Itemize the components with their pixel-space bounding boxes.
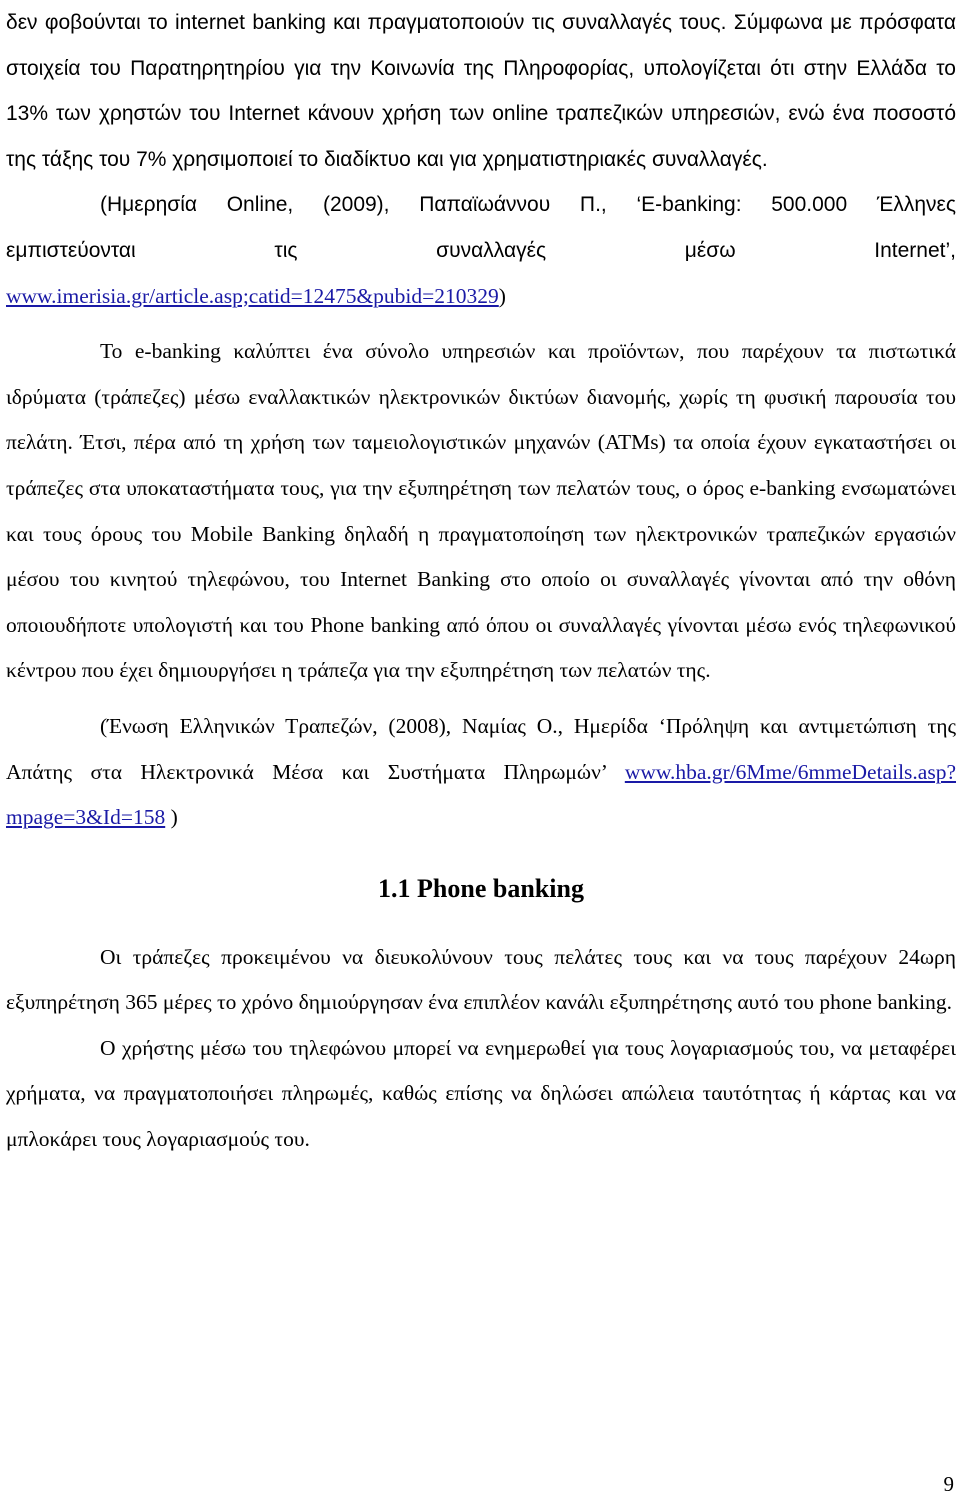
- paragraph-phone-banking-intro: Οι τράπεζες προκειμένου να διευκολύνουν τους πελάτες τους και να τους παρέχουν 24ωρη εξυπηρέτηση 365 μέρες το χρόνο δημιούργησαν ένα επιπλέον κανάλι εξυπηρέτησης αυτό του phone banking.: [6, 944, 956, 1015]
- citation-imerisia-close: ): [498, 283, 506, 308]
- paragraph-ebanking-definition: Το e-banking καλύπτει ένα σύνολο υπηρεσιών και προϊόντων, που παρέχουν τα πιστωτικά ιδρύματα (τράπεζες) μέσω εναλλακτικών ηλεκτρονικών δικτύων διανομής, χωρίς τη φυσική παρουσία του πελάτη. Έτσι, πέρα από τη χρήση των ταμειολογιστικών μηχανών (ATMs) τα οποία έχουν εγκαταστήσει οι τράπεζες στα υποκαταστήματα τους, για την εξυπηρέτηση των πελατών τους, ο όρος e-banking ενσωματώνει και τους όρους του Mobile Banking δηλαδή η πραγματοποίηση των ηλεκτρονικών τραπεζικών εργασιών μέσου του κινητού τηλεφώνου, του Internet Banking στο οποίο οι συναλλαγές γίνονται από την οθόνη οποιουδήποτε υπολογιστή και του Phone banking από όπου οι συναλλαγές γίνονται μέσω ενός τηλεφωνικού κέντρου που έχει δημιουργήσει η τράπεζα για την εξυπηρέτηση των πελατών της.: [6, 339, 956, 683]
- page-number: 9: [943, 1472, 954, 1496]
- document-page: [6, 0, 956, 1163]
- citation-imerisia-line3: [6, 274, 956, 320]
- paragraph-internet-banking-stats: δεν φοβούνται το internet banking και πραγματοποιούν τις συναλλαγές τους. Σύμφωνα με πρόσφατα στοιχεία του Παρατηρητηρίου για την Κοινωνία της Πληροφορίας, υπολογίζεται ότι στην Ελλάδα το 13% των χρηστών του Internet κάνουν χρήση των online τραπεζικών υπηρεσιών, ενώ ένα ποσοστό της τάξης του 7% χρησιμοποιεί το διαδίκτυο και για χρηματιστηριακές συναλλαγές.: [6, 11, 956, 171]
- section-heading: 1.1 Phone banking: [378, 873, 584, 903]
- citation-imerisia-text1: (Ημερησία Online, (2009), Παπαϊωάννου Π., ‘E-banking: 500.000 Έλληνες: [100, 193, 956, 217]
- imerisia-link[interactable]: www.imerisia.gr/article.asp;catid=12475&pubid=210329: [6, 283, 499, 308]
- citation-imerisia-line2: [6, 228, 956, 274]
- paragraph-phone-banking-user: Ο χρήστης μέσω του τηλεφώνου μπορεί να ενημερωθεί για τους λογαριασμούς του, να μεταφέρει χρήματα, να πραγματοποιήσει πληρωμές, καθώς επίσης να δηλώσει απώλεια ταυτότητας ή κάρτας και να μπλοκάρει τους λογαριασμούς του.: [6, 1035, 956, 1152]
- citation-hba-close: ): [165, 805, 178, 830]
- citation-imerisia-text2: εμπιστεύονται τις συναλλαγές μέσω Internet’,: [6, 238, 956, 262]
- citation-imerisia-line1: [6, 182, 956, 228]
- citation-hba: [6, 704, 956, 841]
- hba-link[interactable]: www.hba.gr/6Mme/6mmeDetails.asp?mpage=3&Id=158: [6, 759, 956, 830]
- citation-hba-text: (Ένωση Ελληνικών Τραπεζών, (2008), Ναμίας Ο., Ημερίδα ‘Πρόληψη και αντιμετώπιση της Απάτης στα Ηλεκτρονικά Μέσα και Συστήματα Πληρωμών’: [6, 713, 956, 784]
